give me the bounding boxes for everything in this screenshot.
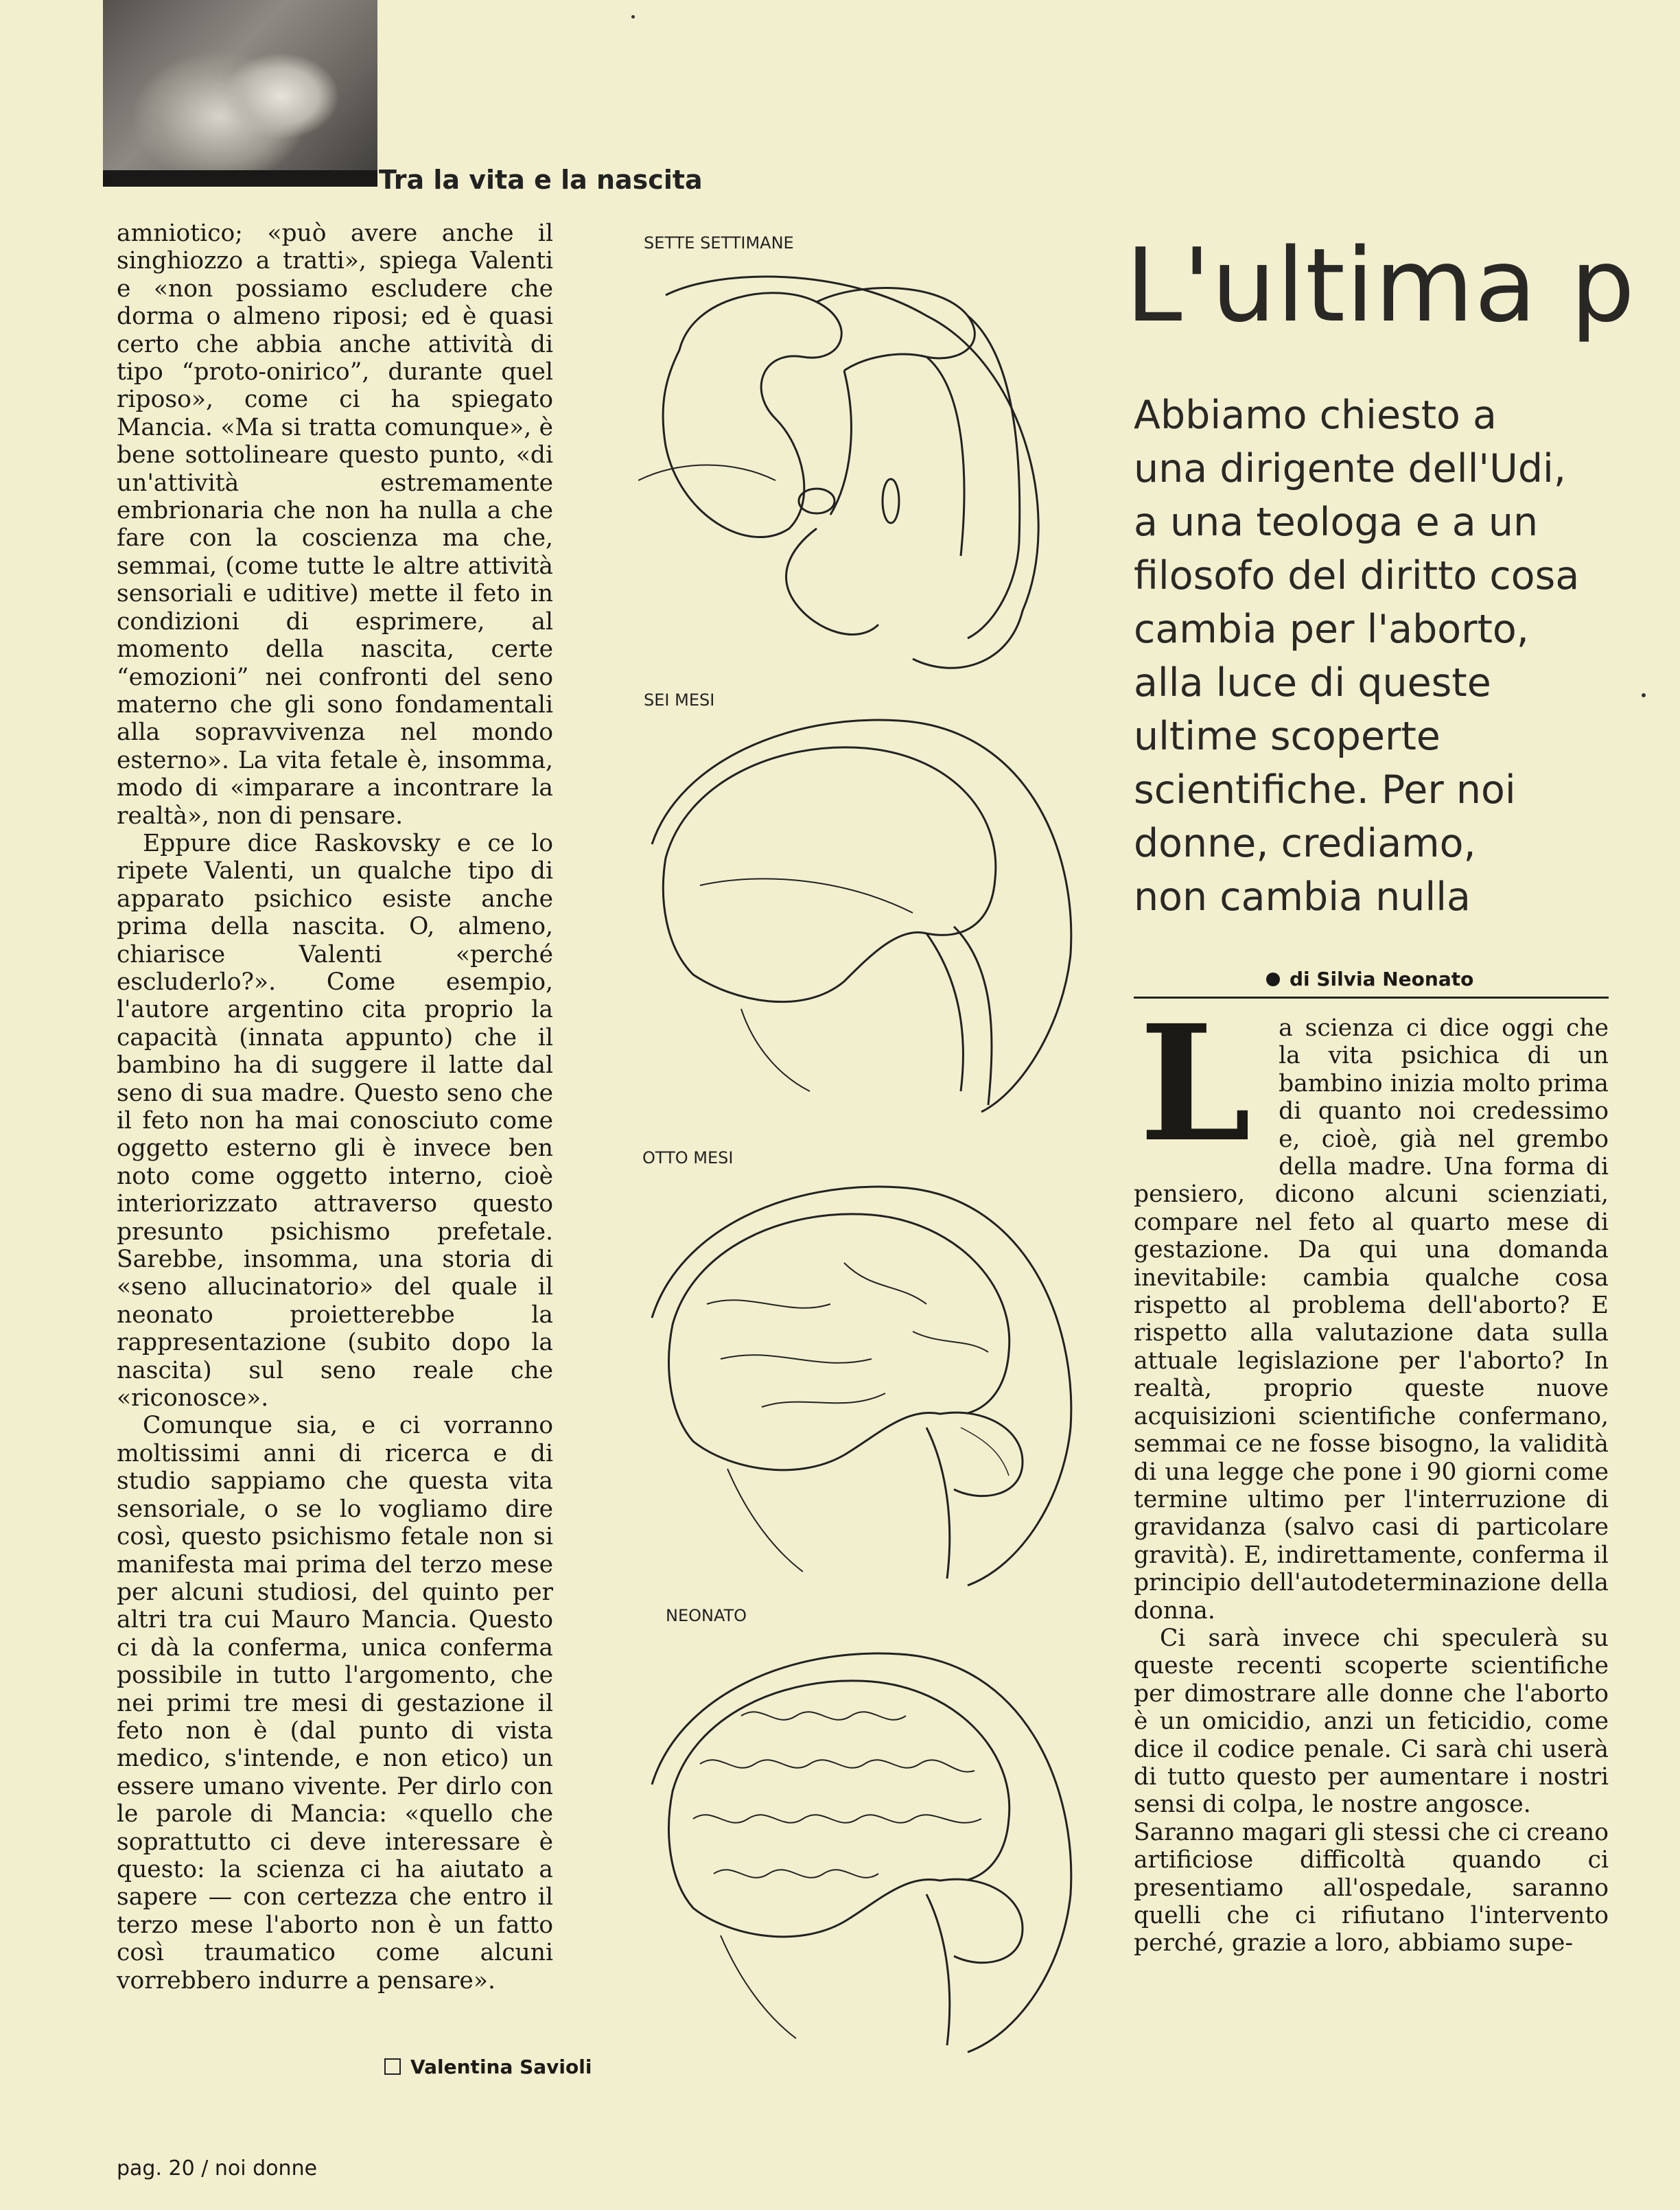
- brain-eight-months: [638, 1167, 1119, 1592]
- page-footer: [117, 2156, 317, 2180]
- label-sei-mesi: SEI MESI: [644, 690, 715, 710]
- lead-line: Abbiamo chiesto a: [1134, 393, 1497, 438]
- lead-line: donne, crediamo,: [1134, 821, 1476, 866]
- square-bullet-icon: [384, 2058, 401, 2075]
- lead-line: una dirigente dell'Udi,: [1134, 446, 1566, 491]
- lead-line: scientifiche. Per noi: [1134, 767, 1516, 813]
- photo-bar: [103, 170, 377, 187]
- lead-line: alla luce di queste: [1134, 660, 1491, 706]
- brain-newborn: [638, 1633, 1119, 2059]
- label-sette-settimane: SETTE SETTIMANE: [644, 233, 794, 253]
- article-lead: [1134, 388, 1669, 924]
- article-author: [1266, 968, 1473, 990]
- lead-line: non cambia nulla: [1134, 874, 1471, 920]
- author-name: di Silvia Neonato: [1290, 968, 1474, 990]
- brain-seven-weeks: [638, 254, 1119, 679]
- footer-separator: /: [201, 2156, 209, 2180]
- article-paragraph-2: Ci sarà invece chi speculerà su queste recenti scoperte scientifiche per dimostrare alle donne che l'aborto è un omicidio, anzi un feticidio, come dice il codice penale. Ci sarà chi userà di tutto questo per aumentare i nostri sensi di colpa, le nostre angosce.: [1134, 1624, 1609, 1819]
- brain-six-months: [638, 707, 1119, 1132]
- left-byline: [384, 2056, 592, 2078]
- article-paragraph-1: [1134, 990, 1609, 1625]
- magazine-name: noi donne: [214, 2156, 318, 2180]
- left-paragraph-1: amniotico; «può avere anche il singhiozzo a tratti», spiega Valenti e «non possiamo escludere che dorma o almeno riposi; ed è quasi certo che abbia anche attività di tipo “proto-onirico”, durante quel riposo», come ci ha spiegato Mancia. «Ma si tratta comunque», è bene sottolineare questo punto, «di un'attività estremamente embrionaria che non ha nulla a che fare con la coscienza ma che, semmai, (come tutte le altre attività sensoriali e uditive) mette il feto in condizioni di esprimere, al momento della nascita, certe “emozioni” nei confronti del seno materno che gli sono fondamentali alla sopravvivenza nel mondo esterno». La vita fetale è, insomma, modo di «imparare a incontrare la realtà», non di pensare.: [117, 220, 553, 830]
- left-paragraph-3: Comunque sia, e ci vorranno moltissimi anni di ricerca e di studio sappiamo che questa vita sensoriale, o se lo vogliamo dire così, questo psichismo fetale non si manifesta mai prima del terzo mese per alcuni studiosi, del quinto per altri tra cui Mauro Mancia. Questo ci dà la conferma, unica conferma possibile in tutto l'argomento, che nei primi tre mesi di gestazione il feto non è (dal punto di vista medico, s'intende, e non etico) un essere umano vivente. Per dirlo con le parole di Mancia: «quello che soprattutto ci deve interessare è questo: la scienza ci ha aiutato a sapere — con certezza che entro il terzo mese l'aborto non è un fatto così traumatico come alcuni vorrebbero indurre a pensare».: [117, 1412, 553, 1994]
- lead-line: filosofo del diritto cosa: [1134, 553, 1580, 598]
- left-paragraph-2: Eppure dice Raskovsky e ce lo ripete Valenti, un qualche tipo di apparato psichico esiste anche prima della nascita. O, almeno, chiarisce Valenti «perché escluderlo?». Come esempio, l'autore argentino cita proprio la capacità (innata appunto) che il bambino ha di suggere il latte dal seno di sua madre. Questo seno che il feto non ha mai conosciuto come oggetto esterno gli è invece ben noto come oggetto interno, cioè interiorizzato attraverso questo presunto psichismo prefetale. Sarebbe, insomma, una storia di «seno allucinatorio» del quale il neonato proietterebbe la rappresentazione (subito dopo la nascita) sul seno reale che «riconosce».: [117, 829, 553, 1412]
- label-otto-mesi: OTTO MESI: [642, 1148, 734, 1167]
- page-number: pag. 20: [117, 2156, 195, 2180]
- article-paragraph-1-text: a scienza ci dice oggi che la vita psichica di un bambino inizia molto prima di quanto noi credessimo e, cioè, già nel grembo della madre. Una forma di pensiero, dicono alcuni scienziati, compare nel feto al quarto mese di gestazione. Da qui una domanda inevitabile: cambia qualche cosa rispetto al problema dell'aborto? E rispetto alla valutazione data sulla attuale legislazione per l'aborto? In realtà, proprio queste nuove acquisizioni scientifiche confermano, semmai ce ne fosse bisogno, la validità di una legge che pone i 90 giorni come termine ultimo per l'interruzione di gravidanza (salvo casi di particolare gravità). E, indirettamente, conferma il principio dell'autodeterminazione della donna.: [1134, 1014, 1609, 1625]
- print-speck: [631, 15, 635, 19]
- drop-cap: L: [1139, 990, 1252, 1177]
- lead-line: a una teologa e a un: [1134, 500, 1539, 545]
- lead-line: cambia per l'aborto,: [1134, 607, 1529, 652]
- print-speck: [1642, 693, 1646, 697]
- right-column: [1134, 990, 1609, 1957]
- left-column: [117, 220, 553, 1994]
- bullet-icon: [1266, 973, 1280, 986]
- article-paragraph-3: Saranno magari gli stessi che ci creano artificiose difficoltà quando ci presentiamo all'ospedale, saranno quelli che ci rifiutano l'intervento perché, grazie a loro, abbiamo supe-: [1134, 1818, 1609, 1957]
- section-label: Tra la vita e la nascita: [379, 165, 703, 195]
- fetus-photo: [103, 0, 377, 187]
- label-neonato: NEONATO: [666, 1606, 747, 1625]
- lead-line: ultime scoperte: [1134, 714, 1440, 759]
- brain-illustrations: [638, 233, 1119, 2210]
- article-title: L'ultima p: [1125, 226, 1636, 345]
- left-byline-name: Valentina Savioli: [410, 2056, 592, 2078]
